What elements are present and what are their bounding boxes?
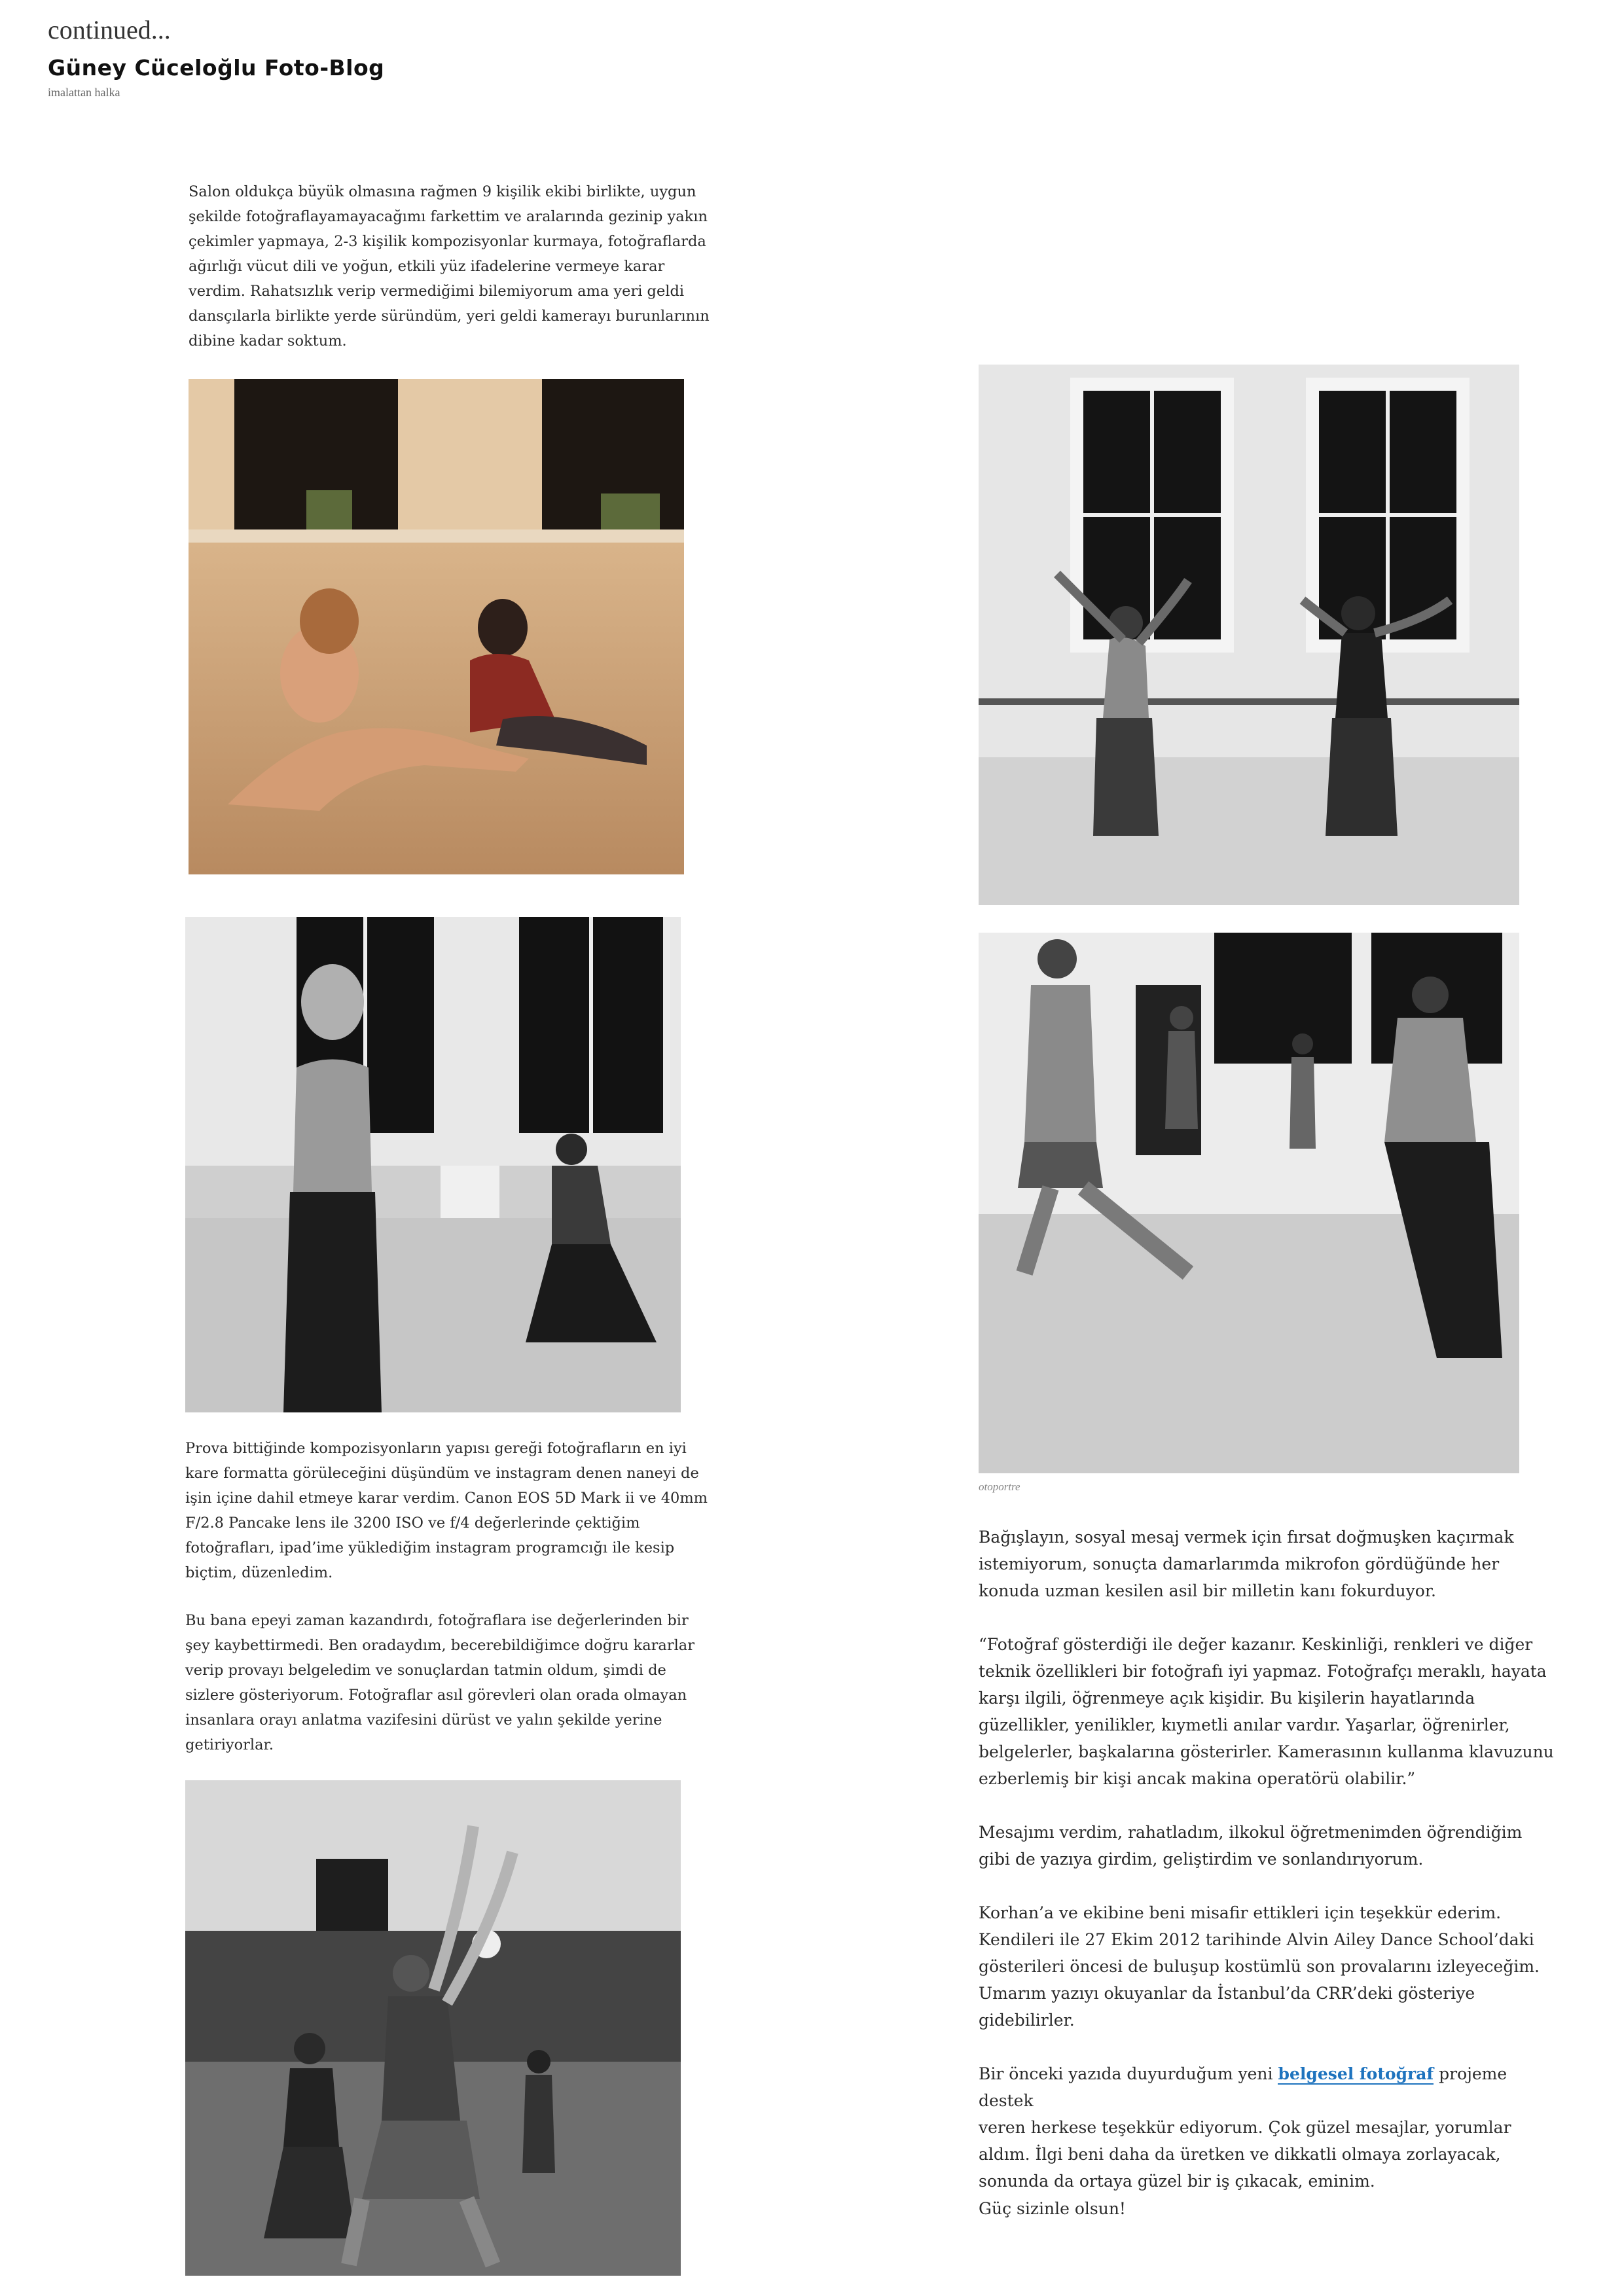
photo-dancers-floor[interactable] (189, 379, 684, 874)
paragraph-documenting: Bu bana epeyi zaman kazandırdı, fotoğraflara ise değerlerinden bir şey kaybettirmedi. Ben oradaydım, becerebildiğimce doğru kararlar verip provayı belgeledim ve sonuçlardan tatmin oldum, şimdi de sizlere gösteriyorum. Fotoğraflar asıl görevleri olan orada olmayan insanlara orayı anlatma vazifesini dürüst ve yalın şekilde yerine getiriyorlar. (185, 1612, 695, 1753)
paragraph-intro: Salon oldukça büyük olmasına rağmen 9 kişilik ekibi birlikte, uygun şekilde fotoğraflayamayacağımı farkettim ve aralarında gezinip yakın çekimler yapmaya, 2-3 kişilik kompozisyonlar kurmaya, fotoğraflarda ağırlığı vücut dili ve yoğun, etkili yüz ifadelerine vermeye karar verdim. Rahatsızlık verip vermediğimi bilemiyorum ama yeri geldi dansçılarla birlikte yerde süründüm, yeri geldi kamerayı burunlarının dibine kadar soktum. (189, 183, 710, 350)
paragraph-instagram: Prova bittiğinde kompozisyonların yapısı gereği fotoğrafların en iyi kare formatta görüleceğini düşündüm ve instagram denen naneyi de işin içine dahil etmeye karar verdim. Canon EOS 5D Mark ii ve 40mm F/2.8 Pancake lens ile 3200 ISO ve f/4 değerlerinde çektiğim fotoğrafları, ipad’ime yüklediğim instagram programcığı ile kesip biçtim, düzenledim. (185, 1440, 708, 1581)
photo-caption: otoportre (979, 1480, 1020, 1493)
documentary-photo-link[interactable]: belgesel fotoğraf (1278, 2064, 1434, 2083)
paragraph-documentary-project (979, 2060, 1555, 2195)
paragraph-text-after-link: projeme destek veren herkese teşekkür ediyorum. Çok güzel mesajlar, yorumlar aldım. İlgi beni daha da üretken ve dikkatli olmaya zorlayacak, sonunda da ortaya güzel bir iş çıkacak, eminim. (979, 2064, 1511, 2191)
paragraph-signoff: Güç sizinle olsun! (979, 2199, 1126, 2218)
photo-dancer-standing[interactable] (185, 917, 681, 1412)
photo-dancers-group[interactable] (185, 1780, 681, 2276)
site-title[interactable]: Güney Cüceloğlu Foto-Blog (48, 55, 385, 81)
paragraph-thanks: Korhan’a ve ekibine beni misafir ettikleri için teşekkür ederim. Kendileri ile 27 Ekim 2012 tarihinde Alvin Ailey Dance School’daki gösterileri öncesi de buluşup kostümlü son provalarını izleyeceğim. Umarım yazıyı okuyanlar da İstanbul’da CRR’deki gösteriye gidebilirler. (979, 1903, 1540, 2030)
continued-label: continued... (48, 15, 171, 45)
photo-dancers-arms-raised[interactable] (979, 365, 1519, 905)
paragraph-text-before-link: Bir önceki yazıda duyurduğum yeni (979, 2064, 1278, 2083)
site-tagline: imalattan halka (48, 86, 120, 99)
paragraph-conclusion: Mesajımı verdim, rahatladım, ilkokul öğretmenimden öğrendiğim gibi de yazıya girdim, geliştirdim ve sonlandırıyorum. (979, 1823, 1523, 1869)
photo-dancers-running[interactable] (979, 933, 1519, 1473)
paragraph-social-message: Bağışlayın, sosyal mesaj vermek için fırsat doğmuşken kaçırmak istemiyorum, sonuçta damarlarımda mikrofon gördüğünde her konuda uzman kesilen asil bir milletin kanı fokurduyor. (979, 1528, 1514, 1600)
paragraph-quote: “Fotoğraf gösterdiği ile değer kazanır. Keskinliği, renkleri ve diğer teknik özellikleri bir fotoğrafı iyi yapmaz. Fotoğrafçı meraklı, hayata karşı ilgili, öğrenmeye açık kişidir. Bu kişilerin hayatlarında güzellikler, yenilikler, kıymetli anılar vardır. Yaşarlar, öğrenirler, belgelerler, başkalarına gösterirler. Kamerasının kullanma klavuzunu ezberlemiş bir kişi ancak makina operatörü olabilir.” (979, 1635, 1554, 1788)
